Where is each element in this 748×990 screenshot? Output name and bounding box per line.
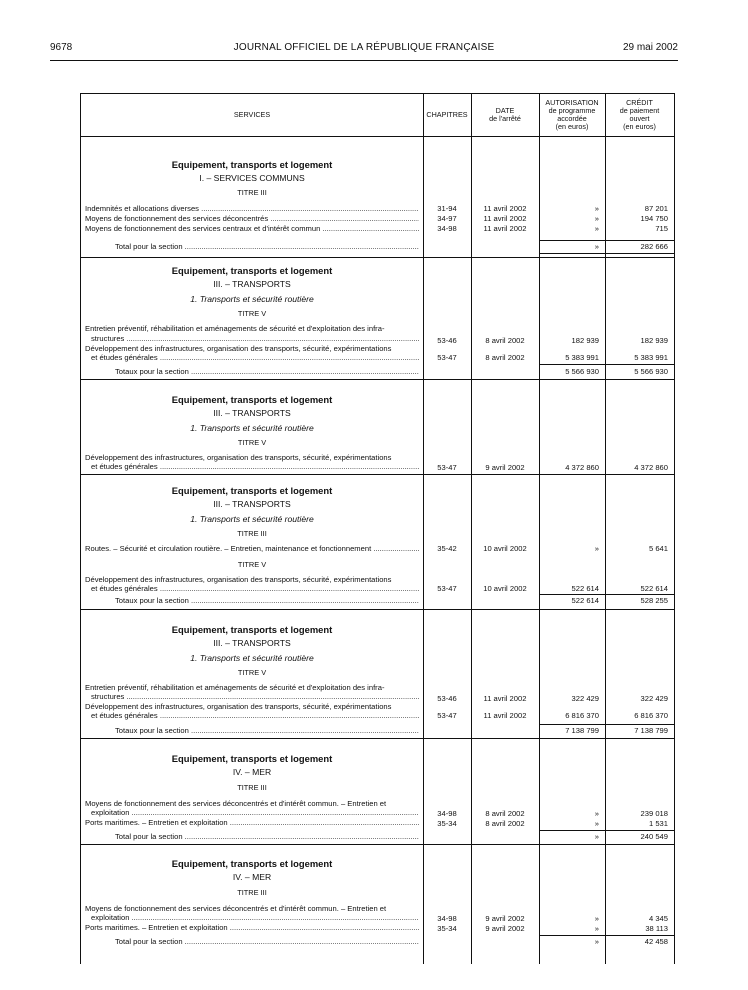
titre-heading: TITRE III <box>237 783 267 792</box>
section-heading: III. – TRANSPORTS <box>213 499 291 509</box>
total-autorisation: » <box>594 242 599 251</box>
row-description: Développement des infrastructures, organisation des transports, sécurité, expérimentations <box>85 344 392 353</box>
row-chapitre: 53-46 <box>437 694 457 703</box>
row-autorisation: » <box>594 224 599 233</box>
total-credit: 7 138 799 <box>634 726 668 735</box>
row-credit: 5 383 991 <box>634 353 668 362</box>
row-description-cont: et études générales ..... <box>91 584 419 593</box>
section-heading: III. – TRANSPORTS <box>213 408 291 418</box>
row-date: 11 avril 2002 <box>483 214 527 223</box>
row-description: Entretien préventif, réhabilitation et aménagements de sécurité et d'exploitation des infra- <box>85 324 385 333</box>
ministry-heading: Equipement, transports et logement <box>171 753 333 764</box>
row-description: Ports maritimes. – Entretien et exploitation ..... <box>85 923 419 932</box>
ministry-heading: Equipement, transports et logement <box>171 394 333 405</box>
total-label: Totaux pour la section ..... <box>115 367 419 376</box>
header-autorisation: AUTORISATION de programme accordée (en euros) <box>545 98 599 131</box>
row-date: 11 avril 2002 <box>483 694 527 703</box>
row-description: Ports maritimes. – Entretien et exploitation ..... <box>85 818 419 827</box>
subsection-heading: 1. Transports et sécurité routière <box>190 423 314 433</box>
total-credit: 240 549 <box>640 832 668 841</box>
header-services: SERVICES <box>233 110 271 119</box>
subsection-heading: 1. Transports et sécurité routière <box>190 294 314 304</box>
section-rule <box>81 474 674 475</box>
row-chapitre: 34-98 <box>437 914 457 923</box>
row-autorisation: » <box>594 914 599 923</box>
total-autorisation: » <box>594 832 599 841</box>
row-description-cont: structures ..... <box>91 692 419 701</box>
total-credit: 528 255 <box>640 596 668 605</box>
row-autorisation: » <box>594 204 599 213</box>
row-chapitre: 35-34 <box>437 819 457 828</box>
row-autorisation: » <box>594 819 599 828</box>
row-description: Développement des infrastructures, organisation des transports, sécurité, expérimentations <box>85 702 392 711</box>
row-date: 10 avril 2002 <box>483 544 527 553</box>
total-autorisation: 5 566 930 <box>565 367 599 376</box>
total-label: Totaux pour la section ..... <box>115 726 419 735</box>
row-credit: 322 429 <box>640 694 668 703</box>
row-description: Moyens de fonctionnement des services déconcentrés et d'intérêt commun. – Entretien et <box>85 904 387 913</box>
row-chapitre: 34-98 <box>437 224 457 233</box>
total-credit: 5 566 930 <box>634 367 668 376</box>
section-heading: IV. – MER <box>232 872 272 882</box>
ministry-heading: Equipement, transports et logement <box>171 624 333 635</box>
ministry-heading: Equipement, transports et logement <box>171 485 333 496</box>
total-credit: 282 666 <box>640 242 668 251</box>
row-autorisation: 322 429 <box>571 694 599 703</box>
row-autorisation: 6 816 370 <box>565 711 599 720</box>
row-date: 9 avril 2002 <box>485 463 525 472</box>
total-label: Total pour la section ..... <box>115 832 419 841</box>
section-heading: III. – TRANSPORTS <box>213 279 291 289</box>
row-credit: 715 <box>655 224 668 233</box>
row-autorisation: 522 614 <box>571 584 599 593</box>
row-date: 11 avril 2002 <box>483 224 527 233</box>
row-credit: 5 641 <box>648 544 668 553</box>
row-chapitre: 35-34 <box>437 924 457 933</box>
ministry-heading: Equipement, transports et logement <box>171 159 333 170</box>
row-chapitre: 53-47 <box>437 584 457 593</box>
section-rule <box>81 844 674 845</box>
header-credit: CRÉDIT de paiement ouvert (en euros) <box>619 98 660 131</box>
row-date: 8 avril 2002 <box>485 353 525 362</box>
row-autorisation: 5 383 991 <box>565 353 599 362</box>
row-description-cont: exploitation ..... <box>91 913 419 922</box>
row-credit: 4 345 <box>648 914 668 923</box>
row-chapitre: 53-47 <box>437 711 457 720</box>
total-autorisation: 7 138 799 <box>565 726 599 735</box>
row-description-cont: structures ..... <box>91 334 419 343</box>
row-chapitre: 35-42 <box>437 544 457 553</box>
row-date: 11 avril 2002 <box>483 711 527 720</box>
total-label: Totaux pour la section ..... <box>115 596 419 605</box>
publication-date: 29 mai 2002 <box>622 42 678 53</box>
titre-heading: TITRE III <box>237 188 267 197</box>
total-label: Total pour la section ..... <box>115 937 419 946</box>
row-description-cont: exploitation ..... <box>91 808 419 817</box>
row-credit: 522 614 <box>640 584 668 593</box>
row-autorisation: 4 372 860 <box>565 463 599 472</box>
row-description: Développement des infrastructures, organisation des transports, sécurité, expérimentations <box>85 453 392 462</box>
ministry-heading: Equipement, transports et logement <box>171 858 333 869</box>
titre-heading: TITRE V <box>237 438 267 447</box>
page-header <box>50 42 678 56</box>
row-date: 10 avril 2002 <box>483 584 527 593</box>
row-credit: 6 816 370 <box>634 711 668 720</box>
section-rule <box>81 609 674 610</box>
subsection-heading: 1. Transports et sécurité routière <box>190 514 314 524</box>
row-description-cont: et études générales ..... <box>91 711 419 720</box>
row-autorisation: » <box>594 924 599 933</box>
total-credit: 42 458 <box>644 937 668 946</box>
credits-table <box>80 93 675 964</box>
section-heading: III. – TRANSPORTS <box>213 638 291 648</box>
page-number: 9678 <box>50 42 73 53</box>
total-autorisation: » <box>594 937 599 946</box>
titre-heading: TITRE III <box>237 529 267 538</box>
row-description-cont: et études générales ..... <box>91 353 419 362</box>
section-heading: IV. – MER <box>232 767 272 777</box>
journal-title: JOURNAL OFFICIEL DE LA RÉPUBLIQUE FRANÇAISE <box>233 42 495 53</box>
row-date: 11 avril 2002 <box>483 204 527 213</box>
row-description-cont: et études générales ..... <box>91 462 419 471</box>
section-rule <box>81 738 674 739</box>
row-chapitre: 34-98 <box>437 809 457 818</box>
section-rule <box>81 379 674 380</box>
titre-heading: TITRE III <box>237 888 267 897</box>
header-chapitres: CHAPITRES <box>426 110 468 119</box>
titre-heading: TITRE V <box>237 309 267 318</box>
row-date: 9 avril 2002 <box>485 914 525 923</box>
row-autorisation: » <box>594 544 599 553</box>
row-description: Moyens de fonctionnement des services centraux et d'intérêt commun ..... <box>85 224 419 233</box>
row-chapitre: 53-47 <box>437 463 457 472</box>
row-date: 8 avril 2002 <box>485 819 525 828</box>
total-autorisation: 522 614 <box>571 596 599 605</box>
row-description: Moyens de fonctionnement des services déconcentrés et d'intérêt commun. – Entretien et <box>85 799 387 808</box>
row-chapitre: 34-97 <box>437 214 457 223</box>
row-date: 8 avril 2002 <box>485 336 525 345</box>
section-heading: I. – SERVICES COMMUNS <box>199 173 305 183</box>
row-chapitre: 53-47 <box>437 353 457 362</box>
ministry-heading: Equipement, transports et logement <box>171 265 333 276</box>
titre-heading: TITRE V <box>237 560 267 569</box>
row-description: Entretien préventif, réhabilitation et aménagements de sécurité et d'exploitation des infra- <box>85 683 385 692</box>
titre-heading: TITRE V <box>237 668 267 677</box>
row-credit: 239 018 <box>640 809 668 818</box>
header-date: DATE de l'arrêté <box>489 106 521 123</box>
row-credit: 87 201 <box>644 204 668 213</box>
header-rule <box>50 60 678 61</box>
row-credit: 182 939 <box>640 336 668 345</box>
row-credit: 1 531 <box>648 819 668 828</box>
row-credit: 4 372 860 <box>634 463 668 472</box>
row-date: 8 avril 2002 <box>485 809 525 818</box>
row-autorisation: » <box>594 809 599 818</box>
row-credit: 194 750 <box>640 214 668 223</box>
row-chapitre: 31-94 <box>437 204 457 213</box>
row-description: Routes. – Sécurité et circulation routière. – Entretien, maintenance et fonctionnement ..... <box>85 544 419 553</box>
row-credit: 38 113 <box>645 924 668 933</box>
row-description: Moyens de fonctionnement des services déconcentrés ..... <box>85 214 419 223</box>
table-header <box>81 94 674 137</box>
row-description: Indemnités et allocations diverses ..... <box>85 204 419 213</box>
section-rule <box>81 257 674 258</box>
row-chapitre: 53-46 <box>437 336 457 345</box>
row-autorisation: » <box>594 214 599 223</box>
total-label: Total pour la section ..... <box>115 242 419 251</box>
row-description: Développement des infrastructures, organisation des transports, sécurité, expérimentations <box>85 575 392 584</box>
row-date: 9 avril 2002 <box>485 924 525 933</box>
subsection-heading: 1. Transports et sécurité routière <box>190 653 314 663</box>
row-autorisation: 182 939 <box>571 336 599 345</box>
